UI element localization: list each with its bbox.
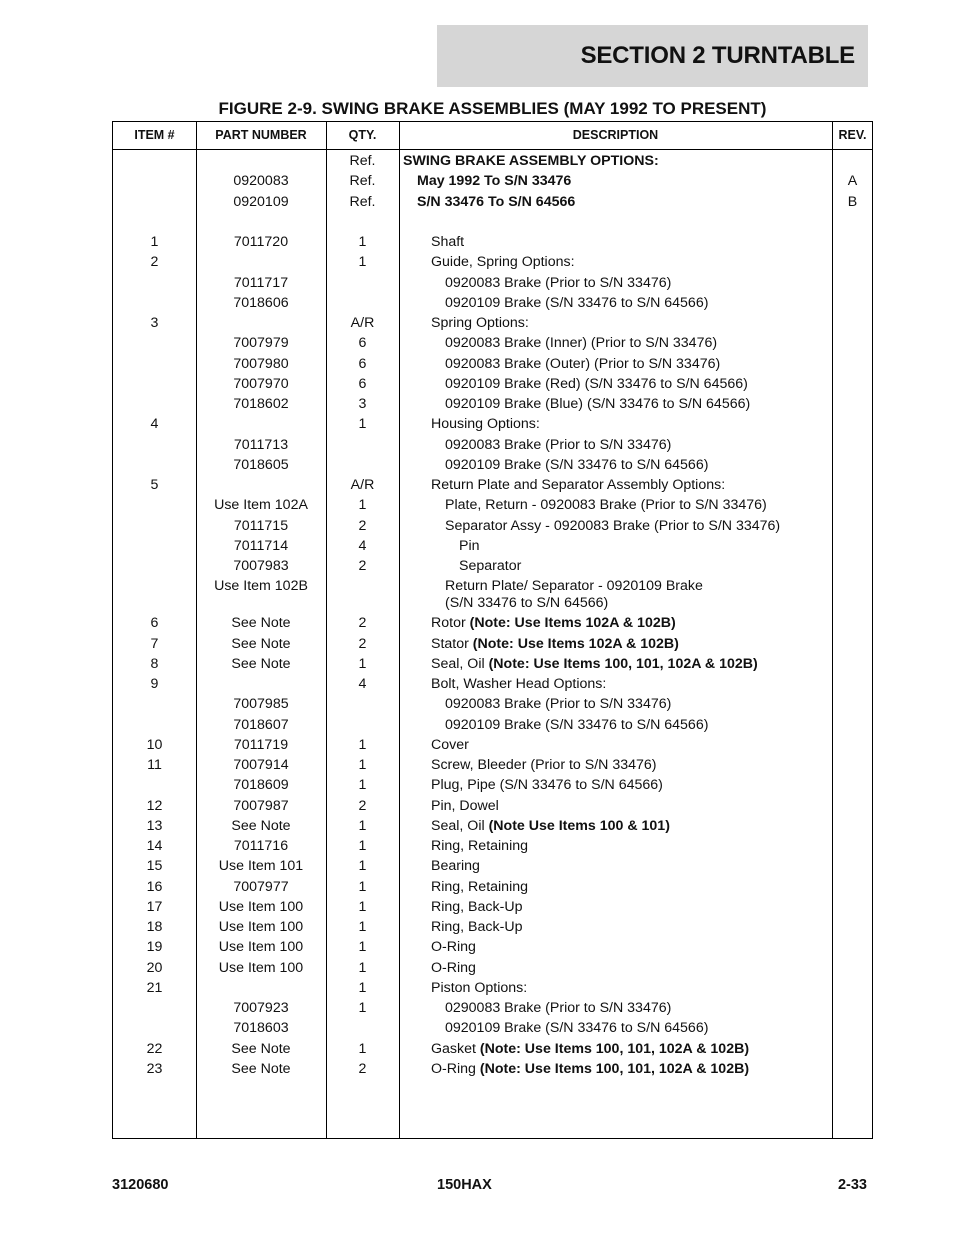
part-number: 7011713 <box>233 436 289 453</box>
quantity: 1 <box>358 838 367 854</box>
part-number: See Note <box>231 817 291 834</box>
part-number: 7007914 <box>233 757 289 773</box>
description <box>403 775 860 795</box>
column-header-part-number: PART NUMBER <box>215 128 307 142</box>
revision: B <box>847 193 858 210</box>
table-row <box>113 715 872 735</box>
description <box>403 374 874 394</box>
quantity: 1 <box>358 959 367 976</box>
description-text: Seal, Oil <box>431 817 489 834</box>
footer-doc-number: 3120680 <box>112 1177 169 1193</box>
table-row <box>113 897 872 917</box>
quantity: 1 <box>358 234 367 250</box>
table-row <box>113 877 872 897</box>
table-row <box>113 836 872 856</box>
part-number: 7011715 <box>233 517 289 534</box>
section-title: SECTION 2 TURNTABLE <box>580 42 855 69</box>
description <box>403 333 874 353</box>
part-number: 7007980 <box>233 355 289 372</box>
table-row <box>113 576 872 613</box>
part-number: 7007970 <box>233 375 289 392</box>
item-number: 2 <box>150 254 159 271</box>
description-text: 0920083 Brake (Prior to S/N 33476) <box>445 436 672 453</box>
quantity: 2 <box>358 797 367 814</box>
part-number: 7018606 <box>233 294 289 311</box>
item-number: 14 <box>146 838 163 854</box>
part-number: 7011717 <box>233 274 289 291</box>
description-text: Pin, Dowel <box>431 797 499 814</box>
part-number: 0920083 <box>233 173 289 190</box>
description-note: (Note: Use Items 100, 101, 102A & 102B) <box>488 655 758 672</box>
part-number: See Note <box>231 615 291 632</box>
description <box>403 293 874 313</box>
item-number: 18 <box>146 919 163 935</box>
table-row <box>113 613 872 633</box>
item-number: 1 <box>150 234 159 250</box>
table-row <box>113 816 872 836</box>
table-row <box>113 333 872 353</box>
item-number: 3 <box>150 315 159 331</box>
description <box>403 1059 860 1079</box>
description <box>403 313 860 333</box>
part-number: Use Item 100 <box>218 939 304 956</box>
quantity: 1 <box>358 1000 367 1016</box>
description <box>403 475 860 495</box>
item-number: 12 <box>146 797 163 814</box>
description-text: 0920083 Brake (Outer) (Prior to S/N 33476) <box>445 355 721 372</box>
table-row <box>113 516 872 536</box>
part-number: 7018602 <box>233 396 289 412</box>
description-text: Ring, Retaining <box>431 878 529 895</box>
description-text: S/N 33476 To S/N 64566 <box>417 193 576 210</box>
description-text: O-Ring <box>431 959 476 976</box>
table-row <box>113 1039 872 1059</box>
quantity: 1 <box>358 497 367 514</box>
description <box>403 856 860 876</box>
table-row <box>113 917 872 937</box>
part-number: Use Item 100 <box>218 898 304 915</box>
table-row <box>113 212 872 232</box>
part-number: 7018605 <box>233 456 289 473</box>
description <box>403 1039 860 1059</box>
description-text: Spring Options: <box>431 315 529 331</box>
column-header-qty: QTY. <box>348 128 377 142</box>
item-number: 13 <box>146 817 163 834</box>
quantity: 3 <box>358 396 367 412</box>
description <box>403 694 874 714</box>
quantity: 1 <box>358 939 367 956</box>
description-text: 0920109 Brake (S/N 33476 to S/N 64566) <box>445 456 709 473</box>
quantity: 1 <box>358 1040 367 1057</box>
description-text: Separator <box>459 558 522 574</box>
description-text: Piston Options: <box>431 979 528 996</box>
description-note: (Note: Use Items 100, 101, 102A & 102B) <box>479 1040 750 1057</box>
figure-title: FIGURE 2-9. SWING BRAKE ASSEMBLIES (MAY 1992 TO PRESENT) <box>218 99 767 118</box>
table-row <box>113 192 872 212</box>
item-number: 6 <box>150 615 159 632</box>
description <box>403 836 860 856</box>
description-text: Return Plate/ Separator - 0920109 Brake <box>445 578 703 595</box>
table-row <box>113 394 872 414</box>
quantity: 6 <box>358 355 367 372</box>
part-number: 7018609 <box>233 777 289 794</box>
description <box>403 536 888 556</box>
part-number: Use Item 102A <box>214 497 308 514</box>
description-note: (Note: Use Items 102A & 102B) <box>469 615 676 632</box>
quantity: 2 <box>358 1060 367 1077</box>
description-text: 0920109 Brake (Red) (S/N 33476 to S/N 64566) <box>445 375 748 392</box>
description-text: Plug, Pipe (S/N 33476 to S/N 64566) <box>431 777 663 794</box>
description <box>403 796 860 816</box>
footer-page-number: 2-33 <box>837 1177 867 1193</box>
description-text: 0920109 Brake (S/N 33476 to S/N 64566) <box>445 1020 709 1037</box>
table-row <box>113 273 872 293</box>
part-number: Use Item 102B <box>214 578 308 595</box>
description-note: (Note: Use Items 102A & 102B) <box>472 635 679 652</box>
part-number: See Note <box>231 655 291 672</box>
table-row <box>113 958 872 978</box>
item-number: 9 <box>150 676 159 692</box>
table-row <box>113 755 872 775</box>
table-row <box>113 735 872 755</box>
part-number: 7018603 <box>233 1020 289 1037</box>
quantity: 6 <box>358 335 367 352</box>
part-number: 7007985 <box>233 696 289 713</box>
quantity: 1 <box>358 416 367 433</box>
quantity: 1 <box>358 878 367 895</box>
quantity: 1 <box>358 817 367 834</box>
item-number: 21 <box>146 979 163 996</box>
table-row <box>113 634 872 654</box>
quantity: 1 <box>358 979 367 996</box>
description <box>403 654 860 674</box>
column-header-item: ITEM # <box>134 128 175 142</box>
table-row <box>113 354 872 374</box>
description-text: 0920109 Brake (S/N 33476 to S/N 64566) <box>445 716 709 733</box>
item-number: 22 <box>146 1040 163 1057</box>
table-row <box>113 313 872 333</box>
table-row <box>113 856 872 876</box>
part-number: 7018607 <box>233 716 289 733</box>
quantity: 1 <box>358 777 367 794</box>
item-number: 23 <box>146 1060 163 1077</box>
description <box>403 634 860 654</box>
part-number: 7007987 <box>233 797 289 814</box>
description <box>403 252 860 272</box>
table-row <box>113 674 872 694</box>
revision: A <box>847 173 858 190</box>
description <box>403 232 860 252</box>
column-header-description: DESCRIPTION <box>572 128 659 142</box>
part-number: Use Item 101 <box>218 858 304 875</box>
description <box>403 556 888 576</box>
description-text: 0920083 Brake (Prior to S/N 33476) <box>445 274 672 291</box>
table-row <box>113 978 872 998</box>
part-number: 7011719 <box>233 736 289 753</box>
part-number: 7011720 <box>233 234 289 250</box>
table-row <box>113 171 872 191</box>
part-number: 7007977 <box>233 878 289 895</box>
item-number: 11 <box>147 757 162 773</box>
table-row <box>113 1018 872 1038</box>
quantity: 1 <box>358 858 367 875</box>
description <box>403 151 832 171</box>
quantity: 1 <box>358 254 367 271</box>
table-row <box>113 654 872 674</box>
description <box>403 273 874 293</box>
table-row <box>113 556 872 576</box>
description-text: O-Ring <box>431 1060 480 1077</box>
quantity: 4 <box>358 676 367 692</box>
part-number: 7007923 <box>233 1000 289 1016</box>
description <box>403 998 874 1018</box>
description-text: Seal, Oil <box>431 655 489 672</box>
part-number: Use Item 100 <box>218 959 304 976</box>
table-row <box>113 475 872 495</box>
item-number: 7 <box>150 635 159 652</box>
quantity: 6 <box>358 375 367 392</box>
description-text: 0920109 Brake (S/N 33476 to S/N 64566) <box>445 294 709 311</box>
quantity: A/R <box>350 477 375 493</box>
table-row <box>113 694 872 714</box>
table-row <box>113 293 872 313</box>
item-number: 4 <box>150 416 159 433</box>
table-row <box>113 151 872 171</box>
description <box>403 816 860 836</box>
description <box>403 435 874 455</box>
quantity: Ref. <box>349 153 376 169</box>
quantity: 2 <box>358 635 367 652</box>
description <box>403 414 860 434</box>
description-text: Ring, Back-Up <box>431 898 523 915</box>
item-number: 8 <box>150 655 159 672</box>
description-text: May 1992 To S/N 33476 <box>417 173 572 190</box>
description <box>403 715 874 735</box>
table-row <box>113 414 872 434</box>
parts-table <box>112 121 873 1139</box>
description-text: Screw, Bleeder (Prior to S/N 33476) <box>431 757 657 773</box>
description <box>403 455 874 475</box>
description <box>403 735 860 755</box>
description <box>403 516 874 536</box>
footer-model: 150HAX <box>437 1177 492 1193</box>
description-text: Ring, Back-Up <box>431 919 523 935</box>
description-text: Cover <box>431 736 469 753</box>
description-note: (Note: Use Items 100, 101, 102A & 102B) <box>479 1060 750 1077</box>
description <box>403 613 860 633</box>
quantity: 1 <box>358 919 367 935</box>
description <box>403 674 860 694</box>
item-number: 16 <box>146 878 163 895</box>
description <box>403 978 860 998</box>
part-number: 7011714 <box>233 537 289 554</box>
table-row <box>113 455 872 475</box>
description <box>403 578 874 612</box>
table-row <box>113 252 872 272</box>
quantity: 2 <box>358 615 367 632</box>
quantity: 1 <box>358 757 367 773</box>
description <box>403 354 874 374</box>
description <box>403 1018 874 1038</box>
description-text: 0920109 Brake (Blue) (S/N 33476 to S/N 64566) <box>445 396 751 412</box>
section-header <box>437 25 868 87</box>
description <box>403 897 860 917</box>
description <box>403 171 846 191</box>
table-row <box>113 775 872 795</box>
table-row <box>113 495 872 515</box>
item-number: 20 <box>146 959 163 976</box>
quantity: Ref. <box>349 193 376 210</box>
part-number: See Note <box>231 1060 291 1077</box>
description <box>403 917 860 937</box>
quantity: Ref. <box>349 173 376 190</box>
part-number: Use Item 100 <box>218 919 304 935</box>
column-header-rev: REV. <box>838 128 867 142</box>
quantity: 4 <box>358 537 367 554</box>
description <box>403 877 860 897</box>
quantity: 2 <box>358 558 367 574</box>
description-text: Gasket <box>431 1040 480 1057</box>
description-note: (Note Use Items 100 & 101) <box>488 817 670 834</box>
description <box>403 394 874 414</box>
description-text: Bearing <box>431 858 480 875</box>
quantity: A/R <box>350 315 375 331</box>
description <box>403 958 860 978</box>
item-number: 19 <box>146 939 163 956</box>
description <box>403 495 874 515</box>
description-continuation: (S/N 33476 to S/N 64566) <box>445 595 609 612</box>
table-row <box>113 435 872 455</box>
part-number: 0920109 <box>233 193 289 210</box>
table-row <box>113 536 872 556</box>
description-text: 0920083 Brake (Inner) (Prior to S/N 33476) <box>445 335 718 352</box>
table-body <box>113 149 872 1079</box>
description-text: Return Plate and Separator Assembly Options: <box>431 477 726 493</box>
table-row <box>113 1059 872 1079</box>
quantity: 1 <box>358 736 367 753</box>
part-number: 7007983 <box>233 558 289 574</box>
quantity: 1 <box>358 655 367 672</box>
table-row <box>113 374 872 394</box>
description-text: Bolt, Washer Head Options: <box>431 676 607 692</box>
table-row <box>113 937 872 957</box>
table-row <box>113 232 872 252</box>
table-row <box>113 796 872 816</box>
description-text: O-Ring <box>431 939 476 956</box>
part-number: 7011716 <box>233 838 289 854</box>
description <box>403 755 860 775</box>
item-number: 15 <box>146 858 163 875</box>
item-number: 10 <box>146 736 163 753</box>
part-number: See Note <box>231 635 291 652</box>
part-number: 7007979 <box>233 335 289 352</box>
quantity: 1 <box>358 898 367 915</box>
table-row <box>113 998 872 1018</box>
description <box>403 937 860 957</box>
description-text: Shaft <box>431 234 465 250</box>
description-text: Separator Assy - 0920083 Brake (Prior to S/N 33476) <box>445 517 781 534</box>
item-number: 17 <box>146 898 163 915</box>
description-text: Plate, Return - 0920083 Brake (Prior to S/N 33476) <box>445 497 767 514</box>
description-text: SWING BRAKE ASSEMBLY OPTIONS: <box>403 153 659 169</box>
part-number: See Note <box>231 1040 291 1057</box>
description-text: Guide, Spring Options: <box>431 254 575 271</box>
item-number: 5 <box>150 477 159 493</box>
description-text: Stator <box>431 635 473 652</box>
quantity: 2 <box>358 517 367 534</box>
description-text: 0290083 Brake (Prior to S/N 33476) <box>445 1000 672 1016</box>
description-text: Pin <box>459 537 480 554</box>
description-text: 0920083 Brake (Prior to S/N 33476) <box>445 696 672 713</box>
description <box>403 192 846 212</box>
description-text: Rotor <box>431 615 470 632</box>
description-text: Ring, Retaining <box>431 838 529 854</box>
description-text: Housing Options: <box>431 416 540 433</box>
